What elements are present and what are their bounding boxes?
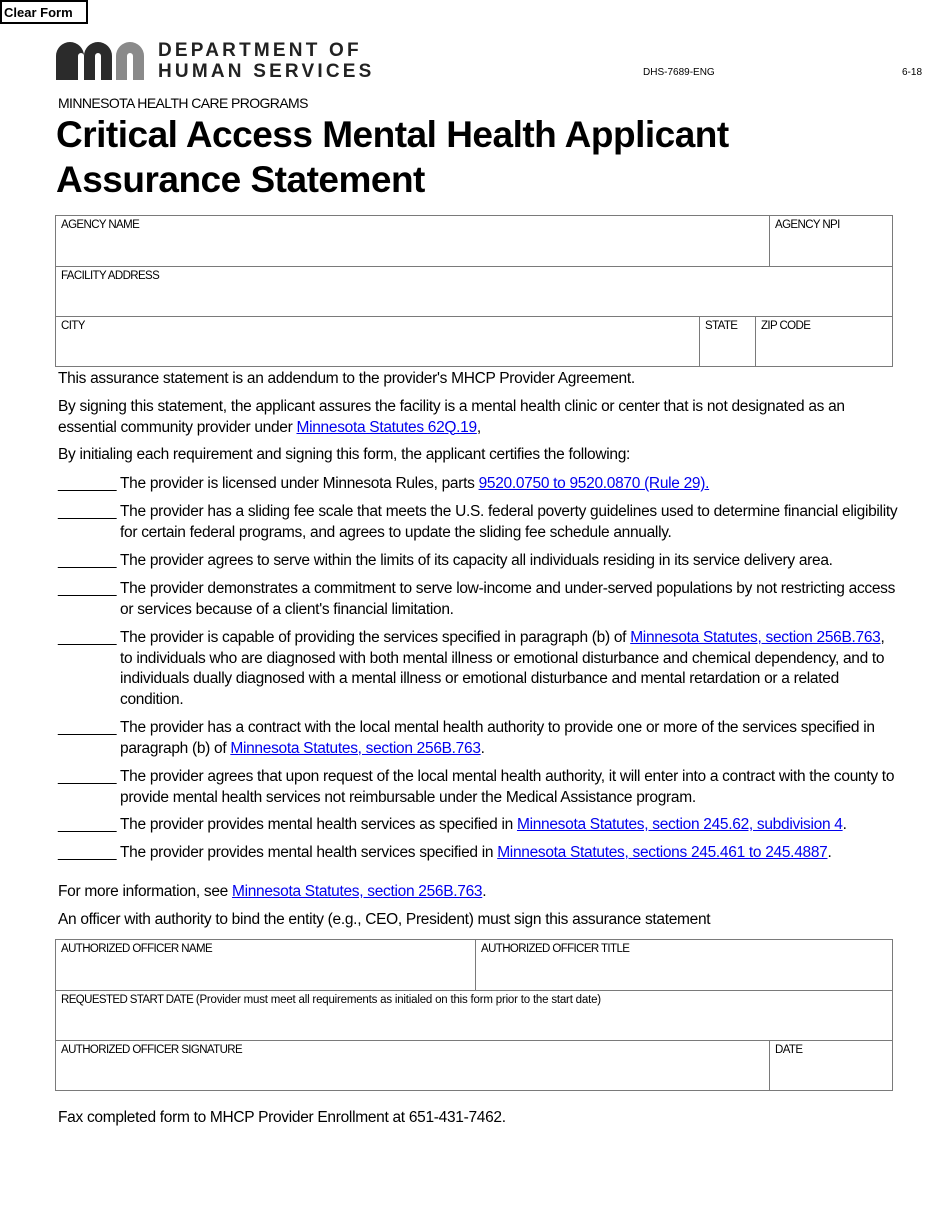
logo-line-2: HUMAN SERVICES (158, 61, 375, 82)
city-label: CITY (61, 320, 85, 332)
officer-signature-label: AUTHORIZED OFFICER SIGNATURE (61, 1044, 243, 1056)
officer-name-field[interactable] (56, 940, 475, 990)
agency-name-label: AGENCY NAME (61, 219, 140, 231)
requirement-text: The provider is capable of providing the services specified in paragraph (b) of (120, 629, 631, 646)
officer-signature-field[interactable] (56, 1041, 769, 1090)
officer-name-label: AUTHORIZED OFFICER NAME (61, 943, 213, 955)
requirement-item (58, 843, 898, 864)
officer-title-label: AUTHORIZED OFFICER TITLE (481, 943, 630, 955)
requirement-text: The provider provides mental health services specified in (120, 844, 498, 861)
intro-paragraph-2-text: By signing this statement, the applicant assures the facility is a mental health clinic or center that is not designated as an essential community provider under (58, 398, 845, 436)
statute-62q19-link[interactable]: Minnesota Statutes 62Q.19 (296, 418, 477, 436)
statute-256b763-link[interactable]: Minnesota Statutes, section 256B.763 (630, 629, 881, 646)
form-revision-date: 6-18 (902, 67, 923, 78)
date-field[interactable] (769, 1041, 892, 1090)
requirement-text-cont: , to individuals who are diagnosed with both mental illness or emotional disturbance and chemical dependency, and to individuals dually diagnosed with a mental illness or emotional disturbance and mental retardation or a related condition. (120, 629, 885, 708)
facility-address-field[interactable] (56, 267, 892, 316)
program-label: MINNESOTA HEALTH CARE PROGRAMS (58, 95, 308, 111)
requirement-text: The provider has a sliding fee scale that meets the U.S. federal poverty guidelines used to determine financial eligibility for certain federal programs, and agrees to update the sliding fee schedule annually. (120, 503, 898, 541)
initial-blank[interactable]: _______ (58, 844, 117, 861)
requirement-text: The provider demonstrates a commitment to serve low-income and under-served populations by not restricting access or services because of a client's financial limitation. (120, 580, 896, 618)
rule-29-link[interactable]: 9520.0750 to 9520.0870 (Rule 29). (478, 475, 710, 492)
requirement-item (58, 628, 898, 710)
fax-note: Fax completed form to MHCP Provider Enrollment at 651-431-7462. (58, 1109, 506, 1126)
statute-256b763-link[interactable]: Minnesota Statutes, section 256B.763 (231, 883, 483, 900)
more-info-line (58, 882, 898, 903)
state-label: STATE (705, 320, 738, 332)
officer-info-table (55, 939, 893, 1091)
requirement-text-cont: . (842, 816, 847, 833)
initial-blank[interactable]: _______ (58, 552, 117, 569)
agency-npi-label: AGENCY NPI (775, 219, 840, 231)
logo-line-1: DEPARTMENT OF (158, 40, 362, 61)
statute-24562-link[interactable]: Minnesota Statutes, section 245.62, subdivision 4 (516, 816, 843, 833)
requirement-item (58, 767, 898, 808)
mn-logo-icon (56, 42, 144, 80)
initial-blank[interactable]: _______ (58, 629, 117, 646)
statute-245461-link[interactable]: Minnesota Statutes, sections 245.461 to 245.4887 (497, 844, 828, 861)
initial-blank[interactable]: _______ (58, 768, 117, 785)
requirement-text: The provider agrees to serve within the limits of its capacity all individuals residing in its service delivery area. (120, 552, 833, 569)
requirement-text: The provider is licensed under Minnesota Rules, parts (120, 475, 479, 492)
requirement-text: The provider agrees that upon request of the local mental health authority, it will enter into a contract with the county to provide mental health services not reimbursable under the Medical Assistance program. (120, 768, 895, 806)
more-info-end: . (482, 883, 487, 900)
initial-blank[interactable]: _______ (58, 816, 117, 833)
page-title: Critical Access Mental Health Applicant Assurance Statement (56, 114, 729, 200)
start-date-label (61, 994, 887, 1006)
agency-npi-field[interactable] (769, 216, 892, 266)
start-date-label-text: REQUESTED START DATE (61, 994, 194, 1006)
requirement-item (58, 718, 898, 759)
requirement-item (58, 502, 898, 543)
facility-address-label: FACILITY ADDRESS (61, 270, 160, 282)
officer-title-field[interactable] (475, 940, 892, 990)
requirement-text-cont: . (827, 844, 832, 861)
city-field[interactable] (56, 317, 699, 366)
requirement-item (58, 579, 898, 620)
start-date-field[interactable] (56, 991, 892, 1040)
zip-code-field[interactable] (755, 317, 892, 366)
initial-blank[interactable]: _______ (58, 719, 117, 736)
intro-paragraph-1: This assurance statement is an addendum to the provider's MHCP Provider Agreement. (58, 370, 635, 387)
requirement-text: The provider provides mental health services as specified in (120, 816, 517, 833)
intro-paragraph-2-end: , (476, 418, 481, 436)
agency-name-field[interactable] (56, 216, 769, 266)
clear-form-button[interactable]: Clear Form (0, 0, 88, 24)
dhs-logo (56, 40, 375, 82)
start-date-note: (Provider must meet all requirements as initialed on this form prior to the start date) (195, 994, 601, 1006)
zip-code-label: ZIP CODE (761, 320, 811, 332)
state-field[interactable] (699, 317, 755, 366)
initial-blank[interactable]: _______ (58, 475, 117, 492)
requirement-item (58, 474, 898, 495)
initial-blank[interactable]: _______ (58, 503, 117, 520)
agency-info-table (55, 215, 893, 367)
intro-paragraph-3: By initialing each requirement and signing this form, the applicant certifies the following: (58, 446, 631, 463)
requirement-text-cont: . (480, 739, 485, 757)
form-number: DHS-7689-ENG (643, 67, 715, 78)
intro-paragraph-2 (58, 397, 898, 438)
date-label: DATE (775, 1044, 803, 1056)
requirement-text: The provider has a contract with the local mental health authority to provide one or more of the services specified in paragraph (b) of (120, 719, 875, 757)
initial-blank[interactable]: _______ (58, 580, 117, 597)
statute-256b763-link[interactable]: Minnesota Statutes, section 256B.763 (230, 739, 481, 757)
requirement-item (58, 815, 898, 836)
officer-note: An officer with authority to bind the entity (e.g., CEO, President) must sign this assurance statement (58, 911, 711, 928)
requirement-item (58, 551, 898, 572)
more-info-text: For more information, see (58, 883, 232, 900)
